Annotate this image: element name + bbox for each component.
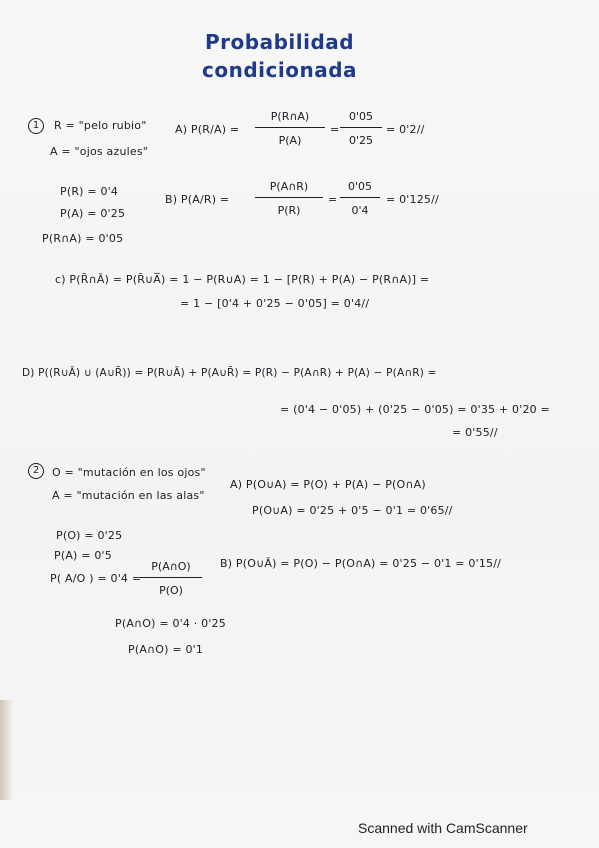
page-title-line2: condicionada xyxy=(202,58,358,82)
ex2-def-a: A = "mutación en las alas" xyxy=(52,489,205,502)
ex1-c-line1: c) P(R̄∩Ā) = P(R̄∪A̅) = 1 − P(R∪A) = 1 − [P(R) + P(A) − P(R∩A)] = xyxy=(55,273,430,286)
ex1-b-denominator: P(R) xyxy=(277,204,301,217)
ex1-a-result: = 0'2// xyxy=(386,123,425,136)
ex1-def-a: A = "ojos azules" xyxy=(50,145,149,158)
ex1-a-eq: = xyxy=(330,123,340,136)
ex1-b-value-denominator: 0'4 xyxy=(351,204,369,217)
ex1-a-label: A) P(R/A) = xyxy=(175,123,240,136)
ex1-b-eq: = xyxy=(328,193,338,206)
ex1-d-line3: = 0'55// xyxy=(452,426,498,439)
ex2-cond-numerator: P(A∩O) xyxy=(151,560,191,573)
exercise-2-number: 2 xyxy=(28,463,44,479)
ex1-b-numerator: P(A∩R) xyxy=(269,180,309,193)
ex2-step2: P(A∩O) = 0'1 xyxy=(128,643,204,656)
ex1-b-value-numerator: 0'05 xyxy=(347,180,373,193)
ex2-cond-denominator: P(O) xyxy=(159,584,183,597)
ex1-b-label: B) P(A/R) = xyxy=(165,193,230,206)
ex1-a-denominator: P(A) xyxy=(278,134,302,147)
page-title-line1: Probabilidad xyxy=(205,30,355,54)
ex1-a-value-numerator: 0'05 xyxy=(348,110,374,123)
ex2-def-o: O = "mutación en los ojos" xyxy=(52,466,206,479)
ex2-given-po: P(O) = 0'25 xyxy=(56,529,123,542)
ex2-a-line1: A) P(O∪A) = P(O) + P(A) − P(O∩A) xyxy=(230,478,426,491)
ex1-a-value-fraction xyxy=(340,110,382,147)
ex1-b-result: = 0'125// xyxy=(386,193,439,206)
ex1-given-pr: P(R) = 0'4 xyxy=(60,185,119,198)
ex1-def-r: R = "pelo rubio" xyxy=(54,119,147,132)
ex2-step1: P(A∩O) = 0'4 · 0'25 xyxy=(115,617,226,630)
ex2-b-line: B) P(O∪Ā) = P(O) − P(O∩A) = 0'25 − 0'1 = 0'15// xyxy=(220,557,502,570)
ex1-b-fraction xyxy=(255,180,323,217)
paper-edge-shadow xyxy=(0,700,14,800)
ex1-a-fraction xyxy=(255,110,325,147)
ex2-a-line2: P(O∪A) = 0'25 + 0'5 − 0'1 = 0'65// xyxy=(252,504,453,517)
ex1-given-pra: P(R∩A) = 0'05 xyxy=(42,232,124,245)
ex1-c-line2: = 1 − [0'4 + 0'25 − 0'05] = 0'4// xyxy=(180,297,370,310)
exercise-1-number: 1 xyxy=(28,118,44,134)
ex1-a-numerator: P(R∩A) xyxy=(270,110,310,123)
ex2-cond-label: P( A/O ) = 0'4 = xyxy=(50,572,142,585)
ex2-given-pa: P(A) = 0'5 xyxy=(54,549,112,562)
ex1-d-line2: = (0'4 − 0'05) + (0'25 − 0'05) = 0'35 + 0'20 = xyxy=(280,403,550,416)
ex1-given-pa: P(A) = 0'25 xyxy=(60,207,126,220)
ex1-a-value-denominator: 0'25 xyxy=(348,134,374,147)
scanner-watermark: Scanned with CamScanner xyxy=(358,820,528,836)
ex2-cond-fraction xyxy=(140,560,202,597)
ex1-d-line1: D) P((R∪Ā) ∪ (A∪R̄)) = P(R∪Ā) + P(A∪R̄) = P(R) − P(A∩R) + P(A) − P(A∩R) = xyxy=(22,367,437,379)
ex1-b-value-fraction xyxy=(340,180,380,217)
